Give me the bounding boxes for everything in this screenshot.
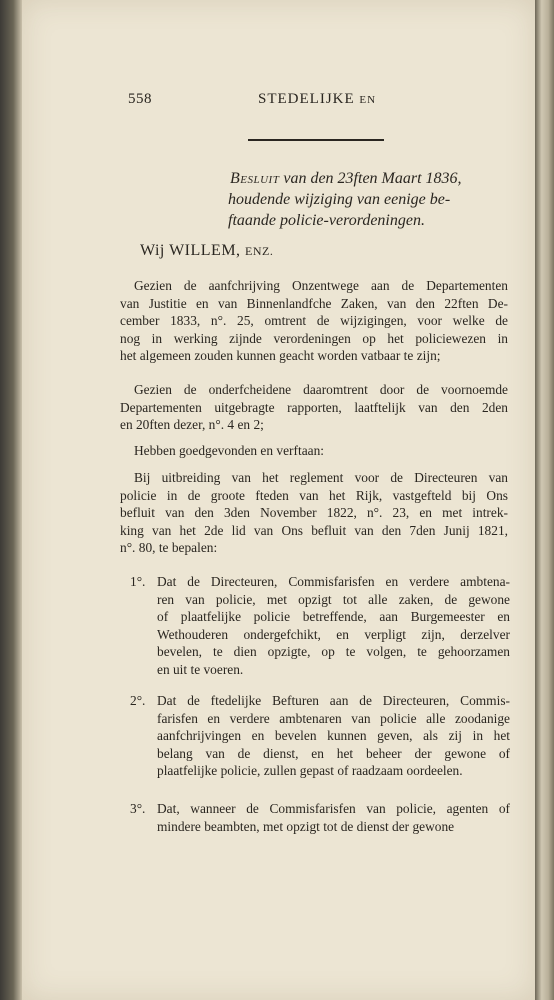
text-line: Dat de ftedelijke Befturen aan de Directeuren, Commis- <box>157 693 510 708</box>
running-head-word: STEDELIJKE <box>258 91 355 107</box>
text-line: Gezien de onderfcheidene daaromtrent door de voornoemde <box>134 382 508 397</box>
text-line: bevelen, te dien opzigte, op te volgen, te gehoorzamen <box>157 644 510 660</box>
decree-title-line: ftaande policie-verordeningen. <box>228 212 425 229</box>
recital-paragraph <box>120 381 508 434</box>
text-line: n°. 80, te bepalen: <box>120 540 218 556</box>
opening-formula <box>140 242 273 260</box>
page-edge <box>535 0 554 1000</box>
article-number: 2°. <box>130 693 146 708</box>
text-line: nog in werking zijnde verordeningen op het policiewezen in <box>120 330 508 346</box>
enactment-clause <box>120 442 508 460</box>
article-number: 1°. <box>130 574 146 589</box>
text-line: mindere beambten, met opzigt tot de dienst der gewone <box>157 818 455 834</box>
text-line: king van het 2de lid van Ons befluit van den 7den Junij 1821, <box>120 522 508 538</box>
text-line: Bij uitbreiding van het reglement voor de Directeuren van <box>134 470 508 485</box>
article-1 <box>130 573 510 679</box>
header-rule <box>248 139 384 141</box>
text-line: Dat de Directeuren, Commisfarisfen en verdere ambtena- <box>157 574 510 589</box>
text-line: en 20ften dezer, n°. 4 en 2; <box>120 417 264 433</box>
opening-enz: ENZ. <box>245 244 274 258</box>
text-line: ren van policie, met opzigt tot alle zaken, de gewone <box>157 591 510 607</box>
text-line: van Justitie en van Binnenlandfche Zaken, van den 22ften De- <box>120 295 508 311</box>
opening-name: Wij WILLEM, <box>140 242 241 259</box>
text-line: Dat, wanneer de Commisfarisfen van policie, agenten of <box>157 801 510 816</box>
decree-title <box>224 168 516 231</box>
text-line: belang van de dienst, en het beheer der gewone of <box>157 745 510 761</box>
text-line: farisfen en verdere ambtenaren van policie alle zoodanige <box>157 710 510 726</box>
article-number: 3°. <box>130 801 146 816</box>
text-line: het algemeen zouden kunnen geacht worden vatbaar te zijn; <box>120 348 441 364</box>
text-line: Gezien de aanfchrijving Onzentwege aan de Departementen <box>134 278 508 293</box>
text-line: of plaatfelijke policie betreffende, aan Burgemeester en <box>157 609 510 625</box>
article-2 <box>130 692 510 780</box>
decree-title-keyword: Besluit <box>230 170 280 187</box>
decree-title-date: van den 23ften Maart 1836, <box>279 170 462 187</box>
recital-paragraph <box>120 277 508 365</box>
running-head-conjunction: EN <box>359 94 377 106</box>
text-line: policie in de groote fteden van het Rijk, vastgefteld bij Ons <box>120 487 508 503</box>
text-line: plaatfelijke policie, zullen gepast of raadzaam oordeelen. <box>157 763 463 779</box>
decree-title-line: houdende wijziging van eenige be- <box>228 191 451 208</box>
book-gutter <box>0 0 22 1000</box>
text-line: Hebben goedgevonden en verftaan: <box>134 443 324 458</box>
text-line: Departementen uitgebragte rapporten, laatftelijk van den 2den <box>120 399 508 415</box>
text-line: Wethouderen ondergefchikt, en verpligt zijn, derzelver <box>157 626 510 642</box>
text-line: befluit van den 3den November 1822, n°. 23, en met intrek- <box>120 505 508 521</box>
decree-title-line <box>224 168 516 189</box>
recital-paragraph <box>120 469 508 557</box>
text-line: cember 1833, n°. 25, omtrent de wijzigingen, voor welke de <box>120 313 508 329</box>
page-number: 558 <box>128 91 152 107</box>
running-head <box>258 91 376 108</box>
text-line: en uit te voeren. <box>157 661 244 677</box>
article-3 <box>130 800 510 835</box>
text-line: aanfchrijvingen en bevelen kunnen geven, als zij in het <box>157 728 510 744</box>
